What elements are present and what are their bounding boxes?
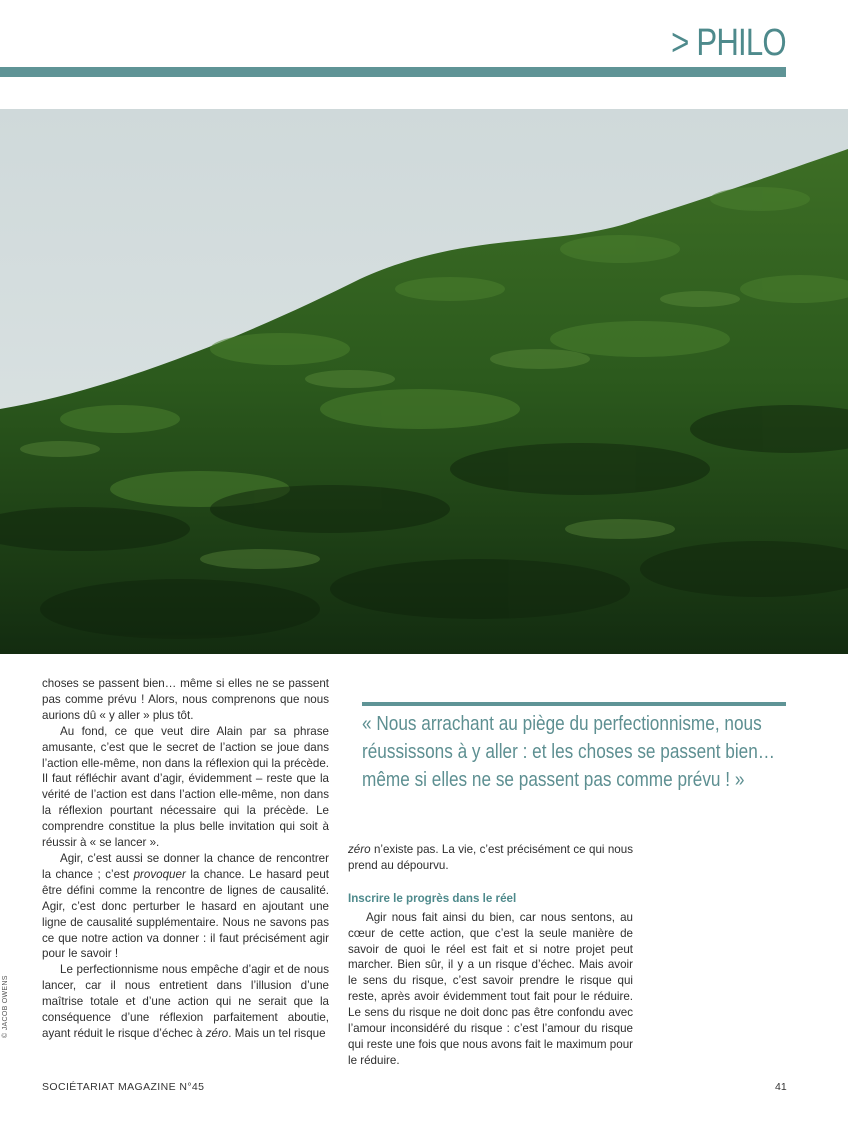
text-run: n’existe pas. La vie, c’est précisément ce qui nous prend au dépourvu. bbox=[348, 843, 633, 872]
right-column bbox=[348, 842, 633, 1069]
paragraph bbox=[42, 851, 329, 962]
subheading: Inscrire le progrès dans le réel bbox=[348, 891, 517, 905]
paragraph bbox=[42, 962, 329, 1042]
magazine-name: SOCIÉTARIAT MAGAZINE N°45 bbox=[42, 1081, 205, 1093]
text-run: Le perfectionnisme nous empêche d’agir et de nous lancer, car il nous entretient dans l’illusion d’une maîtrise totale et d’une action qui ne serait que la conséquence d’une réflexion parfaitement aboutie, ayant réduit le risque d’échec à bbox=[42, 963, 329, 1040]
pull-quote: « Nous arrachant au piège du perfectionnisme, nous réussissons à y aller : et les choses se passent bien… même si elles ne se passent pas comme prévu ! » bbox=[362, 713, 776, 791]
emphasis: zéro bbox=[205, 1026, 229, 1040]
left-column bbox=[42, 676, 329, 1042]
paragraph: Au fond, ce que veut dire Alain par sa phrase amusante, c’est que le secret de l’action se joue dans l’action elle-même, non dans la réflexion qui la précède. Il faut réfléchir avant d’agir, évidemment – reste que la vérité de l’action est dans l’action elle-même, non dans la réflexion pourtant nécessaire qui la précède. Le comprendre constitue la plus belle invitation qui soit à réussir à « se lancer ». bbox=[42, 724, 329, 850]
photo-credit: © JACOB OWENS bbox=[2, 975, 9, 1038]
text-run: la chance. Le hasard peut être défini comme la rencontre de lignes de causalité. Agir, c’est donc perturber le hasard en ajoutant une ligne de causalité supplémentaire. Nous ne savons pas ce que notre action va donner : il faut précisément agir pour le savoir ! bbox=[42, 867, 329, 961]
paragraph: choses se passent bien… même si elles ne se passent pas comme prévu ! Alors, nous comprenons que nous aurions dû « y aller » plus tôt. bbox=[42, 677, 329, 722]
emphasis: zéro bbox=[348, 843, 371, 856]
hillside-photo bbox=[0, 109, 848, 654]
section-title: > PHILO bbox=[671, 22, 786, 64]
quote-rule bbox=[362, 702, 786, 706]
text-run: . Mais un tel risque bbox=[228, 1026, 326, 1040]
paragraph bbox=[348, 842, 633, 874]
page-number: 41 bbox=[775, 1081, 787, 1093]
text-run: Agir, c’est aussi se donner la chance de rencontrer la chance ; c’est bbox=[42, 851, 329, 881]
paragraph: Agir nous fait ainsi du bien, car nous sentons, au cœur de cette action, que c’est la seule manière de savoir de quoi le réel est fait et si notre projet peut marcher. Bien sûr, il y a un risque d’échec. Mais avoir le sens du risque, c’est savoir prendre le risque qui reste, après avoir évidemment tout fait pour le réduire. Le sens du risque ne doit donc pas être confondu avec l’amour inconsidéré du risque : c’est l’amour du risque qui reste une fois que nous avons fait le maximum pour le réduire. bbox=[348, 910, 633, 1067]
emphasis: provoquer bbox=[133, 867, 186, 881]
header-rule bbox=[0, 67, 786, 77]
